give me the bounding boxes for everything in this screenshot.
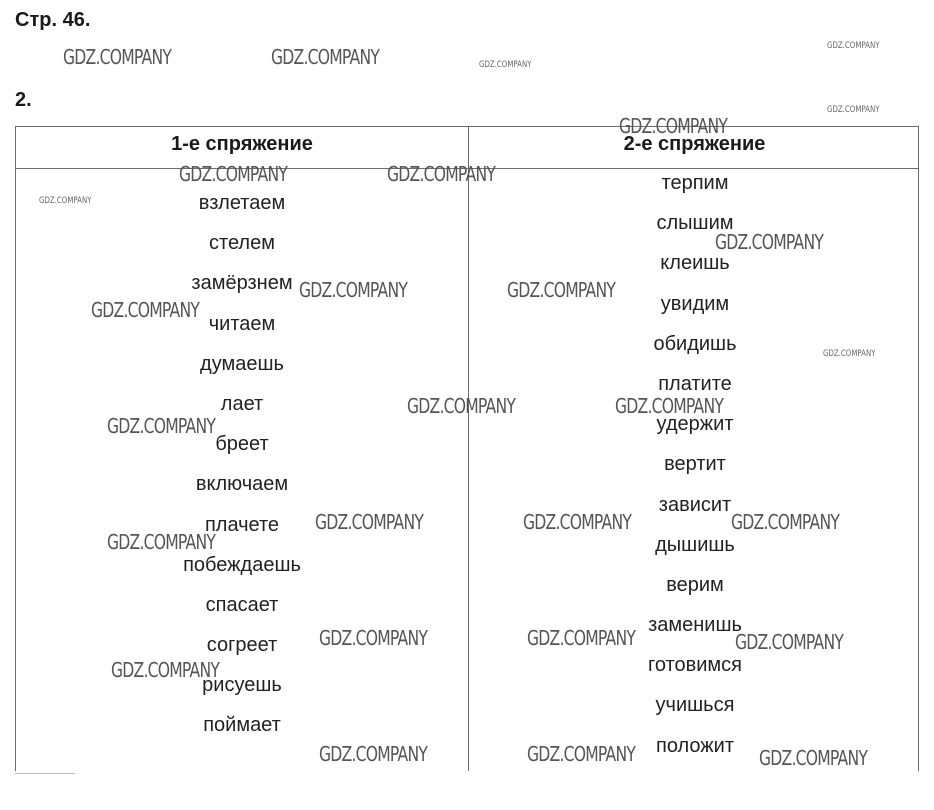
- list-item: учишься: [655, 694, 735, 717]
- watermark: GDZ.COMPANY: [111, 658, 220, 682]
- watermark: GDZ.COMPANY: [179, 162, 288, 186]
- watermark: GDZ.COMPANY: [319, 742, 428, 766]
- list-item: слышим: [656, 212, 734, 235]
- list-item: верим: [666, 573, 724, 596]
- watermark: GDZ.COMPANY: [63, 45, 172, 69]
- list-item: удержит: [656, 413, 734, 436]
- list-item: обидишь: [653, 332, 737, 355]
- list-item: взлетаем: [198, 192, 286, 214]
- watermark: GDZ.COMPANY: [827, 41, 880, 51]
- list-item: включаем: [195, 473, 289, 496]
- list-item: клеишь: [660, 252, 730, 275]
- watermark: GDZ.COMPANY: [107, 530, 216, 554]
- list-item: читаем: [208, 312, 276, 335]
- watermark: GDZ.COMPANY: [315, 510, 424, 534]
- watermark: GDZ.COMPANY: [619, 114, 728, 138]
- watermark: GDZ.COMPANY: [407, 394, 516, 418]
- watermark: GDZ.COMPANY: [507, 278, 616, 302]
- column-header-first-conjugation: 1-е спряжение: [171, 133, 313, 155]
- watermark: GDZ.COMPANY: [827, 105, 880, 115]
- watermark: GDZ.COMPANY: [523, 510, 632, 534]
- watermark: GDZ.COMPANY: [319, 626, 428, 650]
- watermark: GDZ.COMPANY: [759, 746, 868, 770]
- list-item: зависит: [658, 493, 732, 516]
- watermark: GDZ.COMPANY: [271, 45, 380, 69]
- list-item: увидим: [660, 292, 730, 315]
- watermark: GDZ.COMPANY: [715, 230, 824, 254]
- watermark: GDZ.COMPANY: [299, 278, 408, 302]
- page-footer-divider: [15, 773, 75, 774]
- list-item: стелем: [209, 232, 275, 255]
- list-item: замёрзнем: [191, 272, 293, 295]
- task-number: 2.: [15, 89, 32, 111]
- list-item: терпим: [661, 172, 729, 194]
- column-divider: [468, 127, 469, 771]
- watermark: GDZ.COMPANY: [387, 162, 496, 186]
- list-item: спасает: [205, 593, 279, 616]
- watermark: GDZ.COMPANY: [527, 626, 636, 650]
- list-item: платите: [658, 372, 732, 395]
- list-item: дышишь: [655, 533, 735, 556]
- first-conjugation-list: [142, 188, 342, 751]
- list-item: согреет: [206, 634, 278, 657]
- list-item: вертит: [664, 453, 726, 476]
- list-item: заменишь: [648, 614, 742, 637]
- list-item: готовимся: [648, 654, 742, 677]
- second-conjugation-list: [595, 168, 795, 771]
- column-header-second-conjugation: 2-е спряжение: [623, 133, 766, 155]
- list-item: плачете: [204, 513, 280, 536]
- watermark: GDZ.COMPANY: [91, 298, 200, 322]
- watermark: GDZ.COMPANY: [479, 60, 532, 70]
- watermark: GDZ.COMPANY: [731, 510, 840, 534]
- watermark: GDZ.COMPANY: [527, 742, 636, 766]
- watermark: GDZ.COMPANY: [735, 630, 844, 654]
- page-label: Стр. 46.: [15, 9, 91, 31]
- list-item: думаешь: [200, 352, 284, 375]
- list-item: лает: [220, 392, 264, 415]
- watermark: GDZ.COMPANY: [39, 196, 92, 206]
- list-item: положит: [655, 734, 735, 757]
- watermark: GDZ.COMPANY: [615, 394, 724, 418]
- list-item: побеждаешь: [183, 553, 301, 576]
- list-item: рисуешь: [202, 674, 282, 697]
- watermark: GDZ.COMPANY: [107, 414, 216, 438]
- watermark: GDZ.COMPANY: [823, 349, 876, 359]
- list-item: поймает: [203, 714, 281, 737]
- list-item: бреет: [215, 433, 269, 456]
